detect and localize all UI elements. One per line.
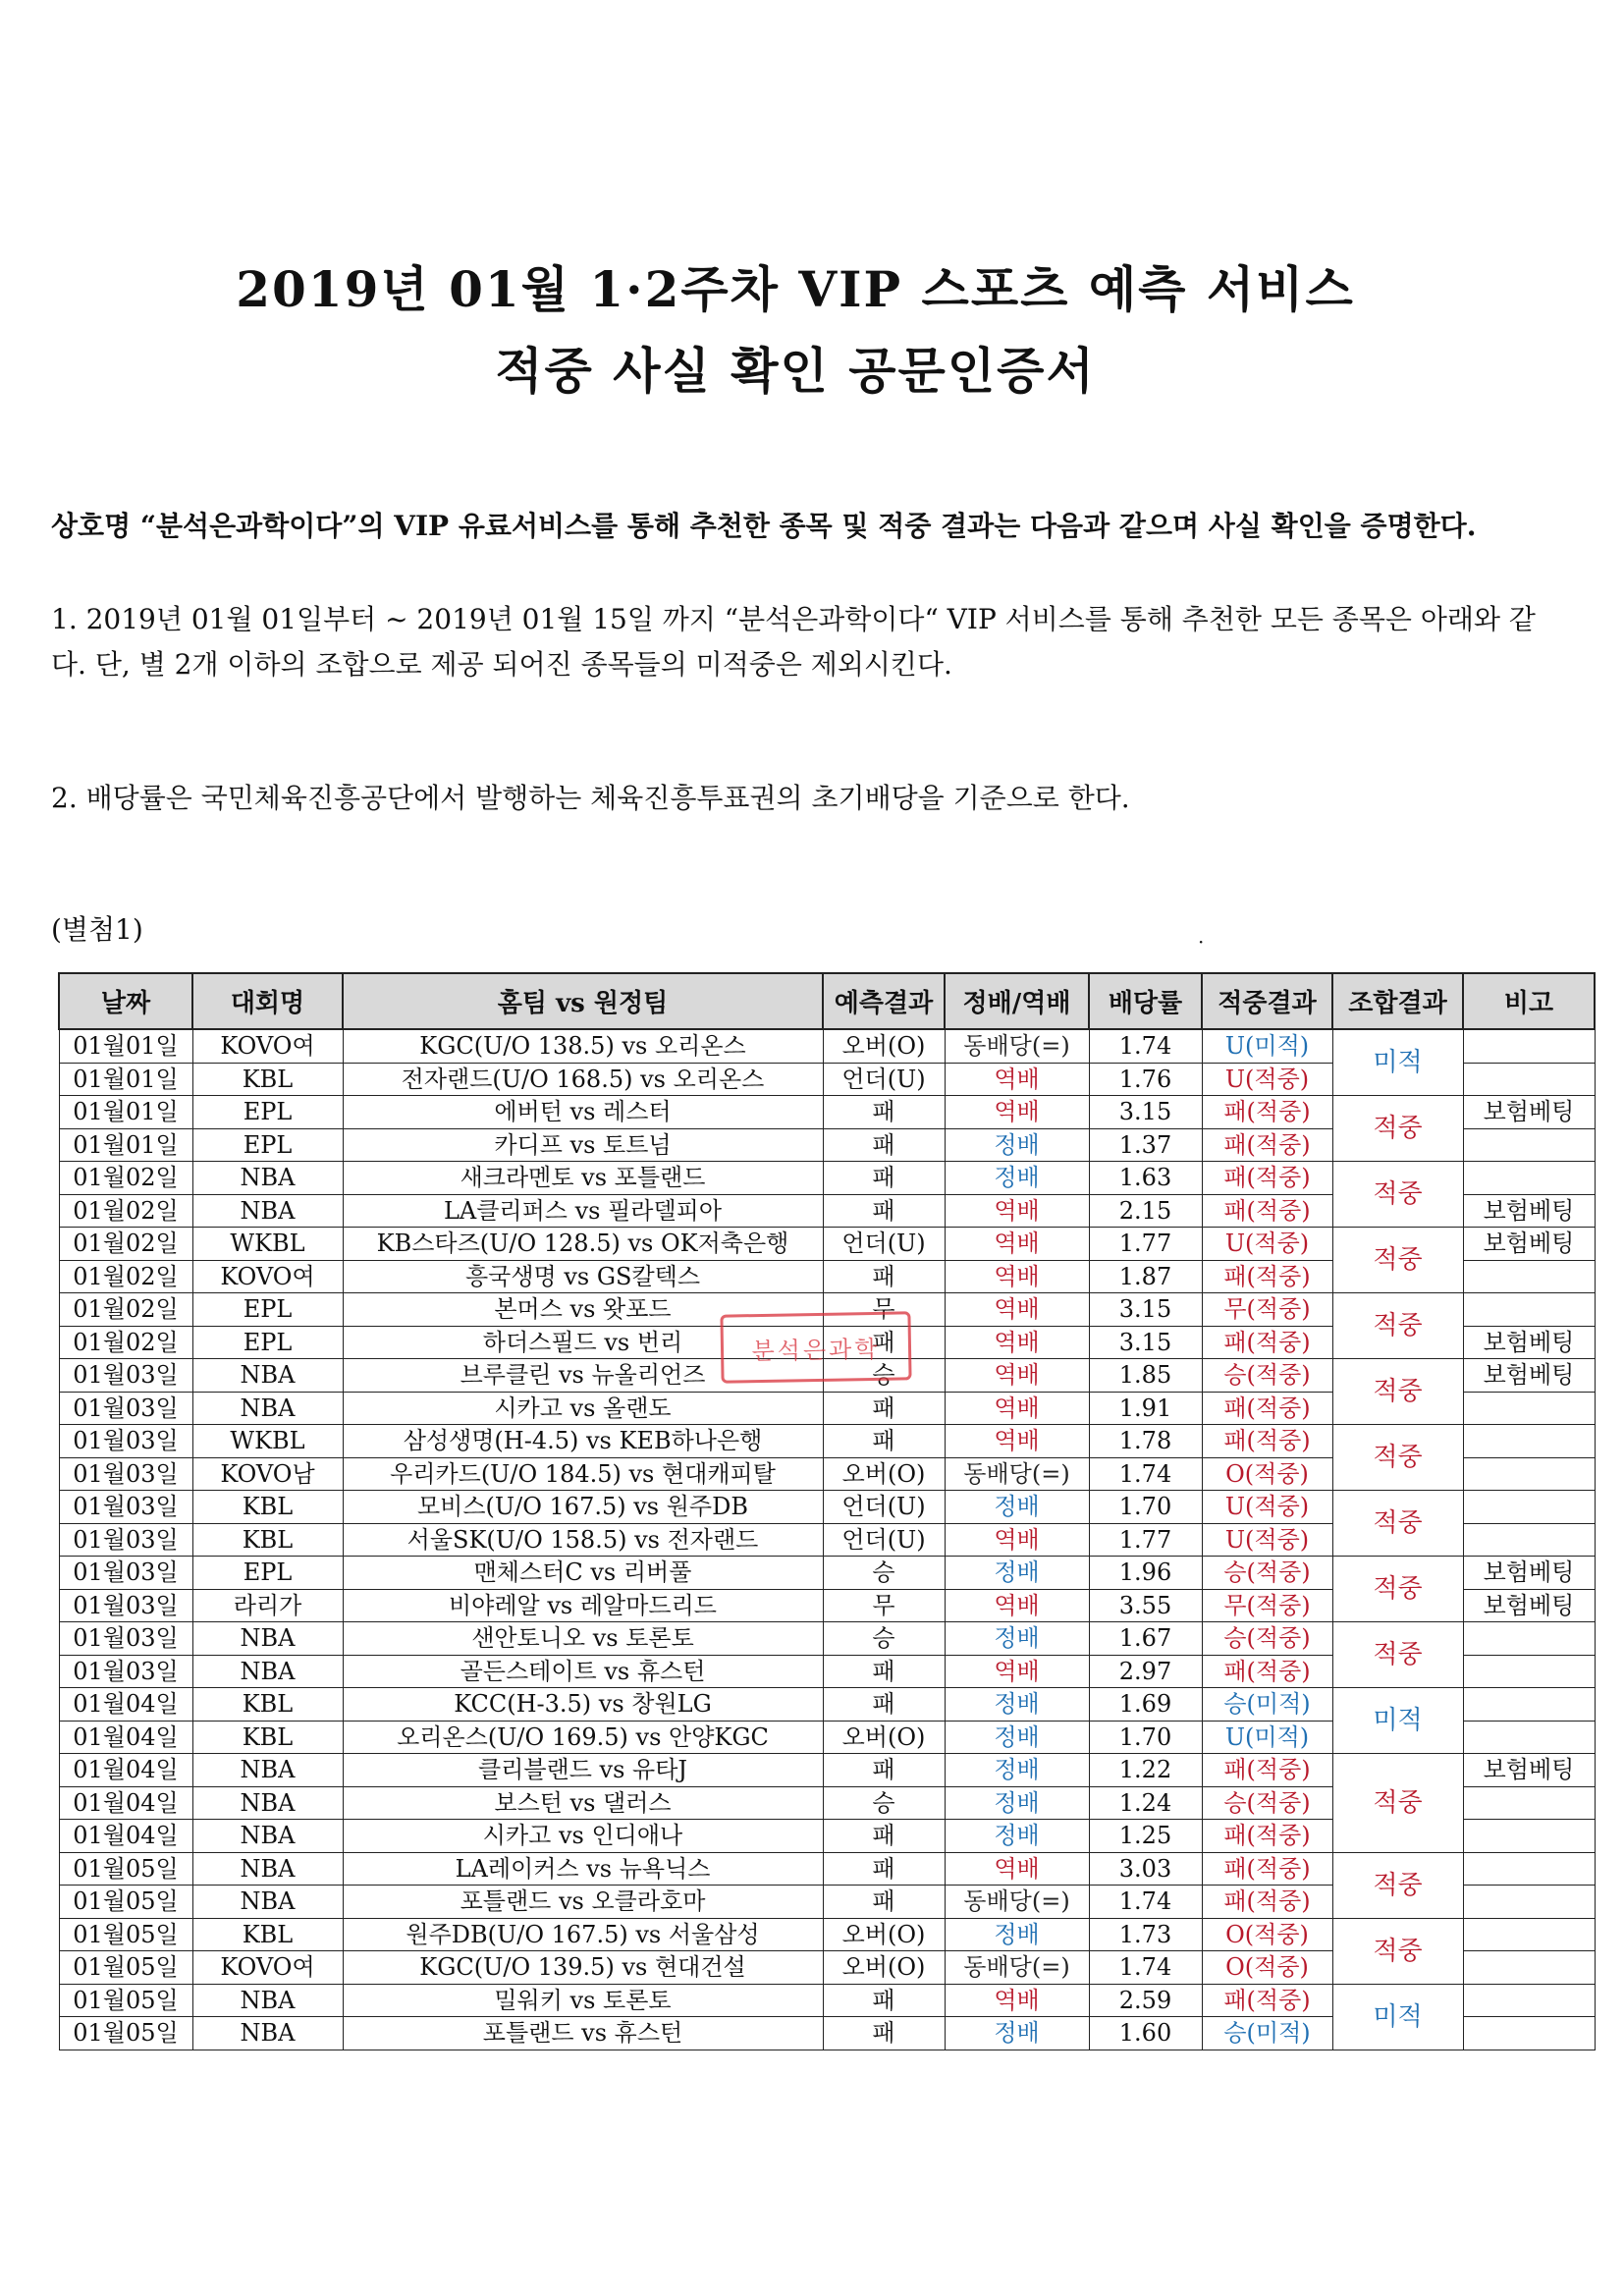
cell-prediction: 승 bbox=[823, 1557, 945, 1590]
cell-note bbox=[1463, 1293, 1595, 1327]
cell-odds: 1.60 bbox=[1089, 2017, 1202, 2050]
cell-match: 흥국생명 vs GS칼텍스 bbox=[343, 1260, 823, 1293]
col-header-odds: 배당률 bbox=[1089, 973, 1202, 1029]
cell-prediction: 패 bbox=[823, 1886, 945, 1919]
cell-odds: 3.03 bbox=[1089, 1852, 1202, 1886]
cell-note bbox=[1463, 1491, 1595, 1524]
cell-favorite: 정배 bbox=[945, 1688, 1089, 1722]
cell-favorite: 역배 bbox=[945, 1589, 1089, 1622]
cell-hit-result: 무(적중) bbox=[1202, 1589, 1332, 1622]
cell-note bbox=[1463, 1029, 1595, 1063]
cell-favorite: 역배 bbox=[945, 1984, 1089, 2017]
cell-favorite: 역배 bbox=[945, 1852, 1089, 1886]
cell-league: KBL bbox=[192, 1918, 343, 1951]
cell-favorite: 역배 bbox=[945, 1260, 1089, 1293]
cell-match: 본머스 vs 왓포드 bbox=[343, 1293, 823, 1327]
cell-league: NBA bbox=[192, 1194, 343, 1228]
cell-hit-result: 패(적중) bbox=[1202, 1326, 1332, 1359]
cell-note: 보험베팅 bbox=[1463, 1096, 1595, 1129]
cell-hit-result: 승(적중) bbox=[1202, 1786, 1332, 1820]
cell-match: 포틀랜드 vs 오클라호마 bbox=[343, 1886, 823, 1919]
cell-note bbox=[1463, 1523, 1595, 1557]
cell-favorite: 역배 bbox=[945, 1326, 1089, 1359]
col-header-note: 비고 bbox=[1463, 973, 1595, 1029]
cell-league: KBL bbox=[192, 1523, 343, 1557]
cell-league: KBL bbox=[192, 1063, 343, 1096]
cell-match: 카디프 vs 토트넘 bbox=[343, 1128, 823, 1162]
cell-note bbox=[1463, 1886, 1595, 1919]
cell-league: KBL bbox=[192, 1688, 343, 1722]
cell-favorite: 역배 bbox=[945, 1063, 1089, 1096]
cell-favorite: 동배당(=) bbox=[945, 1951, 1089, 1985]
cell-prediction: 패 bbox=[823, 1326, 945, 1359]
cell-note bbox=[1463, 1392, 1595, 1425]
col-header-date: 날짜 bbox=[59, 973, 192, 1029]
cell-league: KOVO남 bbox=[192, 1457, 343, 1491]
cell-match: 샌안토니오 vs 토론토 bbox=[343, 1622, 823, 1656]
cell-prediction: 패 bbox=[823, 1655, 945, 1688]
cell-match: 새크라멘토 vs 포틀랜드 bbox=[343, 1162, 823, 1195]
cell-date: 01월02일 bbox=[59, 1228, 192, 1261]
cell-league: NBA bbox=[192, 1754, 343, 1787]
cell-favorite: 정배 bbox=[945, 1918, 1089, 1951]
cell-hit-result: 패(적중) bbox=[1202, 1392, 1332, 1425]
col-header-league: 대회명 bbox=[192, 973, 343, 1029]
cell-league: EPL bbox=[192, 1293, 343, 1327]
document-subtitle: 적중 사실 확인 공문인증서 bbox=[495, 342, 1096, 400]
cell-favorite: 정배 bbox=[945, 1721, 1089, 1754]
cell-league: NBA bbox=[192, 1820, 343, 1853]
cell-note bbox=[1463, 1622, 1595, 1656]
cell-odds: 1.74 bbox=[1089, 1457, 1202, 1491]
cell-date: 01월03일 bbox=[59, 1557, 192, 1590]
cell-league: KOVO여 bbox=[192, 1951, 343, 1985]
cell-prediction: 패 bbox=[823, 1194, 945, 1228]
cell-favorite: 역배 bbox=[945, 1194, 1089, 1228]
cell-league: KBL bbox=[192, 1721, 343, 1754]
cell-note: 보험베팅 bbox=[1463, 1326, 1595, 1359]
cell-league: NBA bbox=[192, 1359, 343, 1393]
cell-note: 보험베팅 bbox=[1463, 1194, 1595, 1228]
cell-date: 01월05일 bbox=[59, 1951, 192, 1985]
cell-odds: 3.55 bbox=[1089, 1589, 1202, 1622]
cell-odds: 3.15 bbox=[1089, 1096, 1202, 1129]
cell-favorite: 정배 bbox=[945, 1786, 1089, 1820]
cell-hit-result: 승(적중) bbox=[1202, 1557, 1332, 1590]
cell-match: 하더스필드 vs 번리 bbox=[343, 1326, 823, 1359]
official-seal-stamp: 분석은과학 bbox=[720, 1311, 911, 1383]
cell-favorite: 정배 bbox=[945, 2017, 1089, 2050]
cell-favorite: 역배 bbox=[945, 1359, 1089, 1393]
cell-hit-result: U(미적) bbox=[1202, 1029, 1332, 1063]
cell-league: NBA bbox=[192, 1786, 343, 1820]
cell-hit-result: 승(적중) bbox=[1202, 1359, 1332, 1393]
cell-date: 01월01일 bbox=[59, 1128, 192, 1162]
cell-favorite: 동배당(=) bbox=[945, 1886, 1089, 1919]
results-body bbox=[59, 1029, 1595, 2050]
cell-league: KOVO여 bbox=[192, 1029, 343, 1063]
cell-match: 삼성생명(H-4.5) vs KEB하나은행 bbox=[343, 1425, 823, 1458]
cell-date: 01월04일 bbox=[59, 1688, 192, 1722]
cell-hit-result: 승(미적) bbox=[1202, 1688, 1332, 1722]
cell-note bbox=[1463, 1918, 1595, 1951]
cell-date: 01월03일 bbox=[59, 1589, 192, 1622]
cell-league: NBA bbox=[192, 1655, 343, 1688]
col-header-hit-result: 적중결과 bbox=[1202, 973, 1332, 1029]
cell-prediction: 무 bbox=[823, 1589, 945, 1622]
cell-prediction: 오버(O) bbox=[823, 1029, 945, 1063]
cell-odds: 1.74 bbox=[1089, 1951, 1202, 1985]
cell-odds: 2.59 bbox=[1089, 1984, 1202, 2017]
cell-date: 01월01일 bbox=[59, 1096, 192, 1129]
cell-favorite: 정배 bbox=[945, 1557, 1089, 1590]
cell-league: NBA bbox=[192, 1162, 343, 1195]
cell-date: 01월01일 bbox=[59, 1029, 192, 1063]
cell-hit-result: U(적중) bbox=[1202, 1063, 1332, 1096]
cell-favorite: 역배 bbox=[945, 1425, 1089, 1458]
cell-combo-result: 적중 bbox=[1332, 1852, 1463, 1918]
cell-odds: 3.15 bbox=[1089, 1326, 1202, 1359]
cell-combo-result: 적중 bbox=[1332, 1359, 1463, 1425]
col-header-prediction: 예측결과 bbox=[823, 973, 945, 1029]
cell-combo-result: 적중 bbox=[1332, 1491, 1463, 1557]
cell-hit-result: O(적중) bbox=[1202, 1951, 1332, 1985]
cell-match: 전자랜드(U/O 168.5) vs 오리온스 bbox=[343, 1063, 823, 1096]
cell-hit-result: 패(적중) bbox=[1202, 1425, 1332, 1458]
table-row bbox=[59, 1688, 1595, 1722]
cell-date: 01월02일 bbox=[59, 1194, 192, 1228]
table-header-row bbox=[59, 973, 1595, 1029]
cell-hit-result: 패(적중) bbox=[1202, 1820, 1332, 1853]
cell-prediction: 승 bbox=[823, 1359, 945, 1393]
cell-favorite: 역배 bbox=[945, 1655, 1089, 1688]
cell-odds: 1.69 bbox=[1089, 1688, 1202, 1722]
cell-odds: 2.97 bbox=[1089, 1655, 1202, 1688]
cell-hit-result: 패(적중) bbox=[1202, 1655, 1332, 1688]
cell-odds: 3.15 bbox=[1089, 1293, 1202, 1327]
cell-odds: 1.96 bbox=[1089, 1557, 1202, 1590]
cell-combo-result: 적중 bbox=[1332, 1162, 1463, 1228]
cell-note: 보험베팅 bbox=[1463, 1359, 1595, 1393]
cell-favorite: 역배 bbox=[945, 1523, 1089, 1557]
cell-odds: 1.70 bbox=[1089, 1491, 1202, 1524]
cell-league: WKBL bbox=[192, 1228, 343, 1261]
cell-match: KCC(H-3.5) vs 창원LG bbox=[343, 1688, 823, 1722]
cell-combo-result: 미적 bbox=[1332, 1984, 1463, 2050]
cell-prediction: 패 bbox=[823, 1162, 945, 1195]
cell-note bbox=[1463, 1425, 1595, 1458]
cell-combo-result: 적중 bbox=[1332, 1918, 1463, 1984]
table-row bbox=[59, 1622, 1595, 1656]
cell-favorite: 정배 bbox=[945, 1820, 1089, 1853]
attachment-label: (별첨1) bbox=[51, 913, 143, 946]
cell-league: NBA bbox=[192, 1886, 343, 1919]
cell-match: 클리블랜드 vs 유타J bbox=[343, 1754, 823, 1787]
cell-hit-result: 무(적중) bbox=[1202, 1293, 1332, 1327]
cell-favorite: 역배 bbox=[945, 1392, 1089, 1425]
cell-date: 01월03일 bbox=[59, 1655, 192, 1688]
cell-match: 모비스(U/O 167.5) vs 원주DB bbox=[343, 1491, 823, 1524]
table-row bbox=[59, 1162, 1595, 1195]
cell-hit-result: 패(적중) bbox=[1202, 1096, 1332, 1129]
cell-odds: 1.77 bbox=[1089, 1523, 1202, 1557]
cell-hit-result: 패(적중) bbox=[1202, 1852, 1332, 1886]
cell-league: 라리가 bbox=[192, 1589, 343, 1622]
cell-prediction: 승 bbox=[823, 1622, 945, 1656]
cell-hit-result: O(적중) bbox=[1202, 1457, 1332, 1491]
clause-2: 2. 배당률은 국민체육진흥공단에서 발행하는 체육진흥투표권의 초기배당을 기준으로 한다. bbox=[51, 782, 1130, 814]
cell-combo-result: 적중 bbox=[1332, 1096, 1463, 1162]
cell-note bbox=[1463, 1786, 1595, 1820]
cell-note: 보험베팅 bbox=[1463, 1228, 1595, 1261]
cell-odds: 1.22 bbox=[1089, 1754, 1202, 1787]
cell-hit-result: U(적중) bbox=[1202, 1491, 1332, 1524]
cell-match: LA레이커스 vs 뉴욕닉스 bbox=[343, 1852, 823, 1886]
cell-odds: 1.74 bbox=[1089, 1886, 1202, 1919]
cell-prediction: 언더(U) bbox=[823, 1491, 945, 1524]
table-row bbox=[59, 1491, 1595, 1524]
cell-note bbox=[1463, 1457, 1595, 1491]
cell-league: NBA bbox=[192, 1392, 343, 1425]
cell-favorite: 역배 bbox=[945, 1096, 1089, 1129]
cell-note bbox=[1463, 2017, 1595, 2050]
cell-league: EPL bbox=[192, 1096, 343, 1129]
cell-note bbox=[1463, 1063, 1595, 1096]
table-row bbox=[59, 1754, 1595, 1787]
cell-prediction: 패 bbox=[823, 1096, 945, 1129]
cell-match: 밀워키 vs 토론토 bbox=[343, 1984, 823, 2017]
cell-league: EPL bbox=[192, 1557, 343, 1590]
cell-odds: 1.91 bbox=[1089, 1392, 1202, 1425]
cell-note bbox=[1463, 1951, 1595, 1985]
cell-combo-result: 적중 bbox=[1332, 1228, 1463, 1293]
table-row bbox=[59, 1029, 1595, 1063]
cell-date: 01월05일 bbox=[59, 1918, 192, 1951]
cell-note: 보험베팅 bbox=[1463, 1557, 1595, 1590]
cell-prediction: 패 bbox=[823, 1852, 945, 1886]
cell-note: 보험베팅 bbox=[1463, 1589, 1595, 1622]
cell-combo-result: 미적 bbox=[1332, 1029, 1463, 1096]
cell-date: 01월04일 bbox=[59, 1786, 192, 1820]
cell-date: 01월05일 bbox=[59, 1852, 192, 1886]
cell-odds: 1.76 bbox=[1089, 1063, 1202, 1096]
clause-1: 1. 2019년 01월 01일부터 ~ 2019년 01월 15일 까지 “분석은과학이다“ VIP 서비스를 통해 추천한 모든 종목은 아래와 같다. 단, 별 2개 이하의 조합으로 제공 되어진 종목들의 미적중은 제외시킨다. bbox=[51, 603, 1536, 681]
cell-note: 보험베팅 bbox=[1463, 1754, 1595, 1787]
cell-combo-result: 적중 bbox=[1332, 1425, 1463, 1491]
cell-hit-result: 패(적중) bbox=[1202, 1754, 1332, 1787]
cell-league: NBA bbox=[192, 1622, 343, 1656]
cell-combo-result: 적중 bbox=[1332, 1293, 1463, 1359]
cell-date: 01월02일 bbox=[59, 1293, 192, 1327]
cell-favorite: 정배 bbox=[945, 1128, 1089, 1162]
cell-date: 01월05일 bbox=[59, 1984, 192, 2017]
col-header-match: 홈팀 vs 원정팀 bbox=[343, 973, 823, 1029]
cell-match: 보스턴 vs 댈러스 bbox=[343, 1786, 823, 1820]
cell-prediction: 패 bbox=[823, 2017, 945, 2050]
table-row bbox=[59, 1852, 1595, 1886]
cell-favorite: 역배 bbox=[945, 1228, 1089, 1261]
cell-favorite: 동배당(=) bbox=[945, 1029, 1089, 1063]
cell-favorite: 동배당(=) bbox=[945, 1457, 1089, 1491]
cell-prediction: 언더(U) bbox=[823, 1228, 945, 1261]
cell-date: 01월03일 bbox=[59, 1622, 192, 1656]
cell-prediction: 언더(U) bbox=[823, 1523, 945, 1557]
cell-hit-result: 패(적중) bbox=[1202, 1128, 1332, 1162]
cell-prediction: 오버(O) bbox=[823, 1457, 945, 1491]
table-row bbox=[59, 1228, 1595, 1261]
cell-match: 맨체스터C vs 리버풀 bbox=[343, 1557, 823, 1590]
col-header-favorite: 정배/역배 bbox=[945, 973, 1089, 1029]
cell-match: 비야레알 vs 레알마드리드 bbox=[343, 1589, 823, 1622]
cell-match: KB스타즈(U/O 128.5) vs OK저축은행 bbox=[343, 1228, 823, 1261]
cell-date: 01월04일 bbox=[59, 1820, 192, 1853]
cell-prediction: 패 bbox=[823, 1688, 945, 1722]
cell-match: 브루클린 vs 뉴올리언즈 bbox=[343, 1359, 823, 1393]
cell-prediction: 언더(U) bbox=[823, 1063, 945, 1096]
cell-match: 시카고 vs 인디애나 bbox=[343, 1820, 823, 1853]
cell-match: 우리카드(U/O 184.5) vs 현대캐피탈 bbox=[343, 1457, 823, 1491]
cell-league: EPL bbox=[192, 1326, 343, 1359]
cell-date: 01월03일 bbox=[59, 1491, 192, 1524]
cell-prediction: 패 bbox=[823, 1754, 945, 1787]
cell-date: 01월04일 bbox=[59, 1721, 192, 1754]
cell-odds: 1.24 bbox=[1089, 1786, 1202, 1820]
cell-league: KOVO여 bbox=[192, 1260, 343, 1293]
cell-odds: 1.63 bbox=[1089, 1162, 1202, 1195]
cell-date: 01월05일 bbox=[59, 1886, 192, 1919]
cell-odds: 1.74 bbox=[1089, 1029, 1202, 1063]
cell-match: 에버턴 vs 레스터 bbox=[343, 1096, 823, 1129]
cell-favorite: 정배 bbox=[945, 1754, 1089, 1787]
cell-match: 서울SK(U/O 158.5) vs 전자랜드 bbox=[343, 1523, 823, 1557]
cell-prediction: 오버(O) bbox=[823, 1951, 945, 1985]
cell-date: 01월03일 bbox=[59, 1457, 192, 1491]
document-title: 2019년 01월 1·2주차 VIP 스포츠 예측 서비스 bbox=[236, 260, 1355, 318]
col-header-combo-result: 조합결과 bbox=[1332, 973, 1463, 1029]
cell-note bbox=[1463, 1162, 1595, 1195]
cell-hit-result: U(적중) bbox=[1202, 1228, 1332, 1261]
cell-note bbox=[1463, 1128, 1595, 1162]
cell-odds: 1.85 bbox=[1089, 1359, 1202, 1393]
cell-hit-result: 패(적중) bbox=[1202, 1984, 1332, 2017]
cell-hit-result: 패(적중) bbox=[1202, 1886, 1332, 1919]
cell-date: 01월02일 bbox=[59, 1162, 192, 1195]
cell-league: WKBL bbox=[192, 1425, 343, 1458]
cell-odds: 1.70 bbox=[1089, 1721, 1202, 1754]
cell-match: 시카고 vs 올랜도 bbox=[343, 1392, 823, 1425]
cell-favorite: 역배 bbox=[945, 1293, 1089, 1327]
cell-hit-result: 승(미적) bbox=[1202, 2017, 1332, 2050]
cell-league: NBA bbox=[192, 1984, 343, 2017]
cell-prediction: 오버(O) bbox=[823, 1918, 945, 1951]
cell-hit-result: 승(적중) bbox=[1202, 1622, 1332, 1656]
cell-match: KGC(U/O 138.5) vs 오리온스 bbox=[343, 1029, 823, 1063]
cell-prediction: 패 bbox=[823, 1984, 945, 2017]
cell-odds: 1.73 bbox=[1089, 1918, 1202, 1951]
cell-odds: 1.77 bbox=[1089, 1228, 1202, 1261]
table-row bbox=[59, 1984, 1595, 2017]
table-row bbox=[59, 1557, 1595, 1590]
cell-match: 원주DB(U/O 167.5) vs 서울삼성 bbox=[343, 1918, 823, 1951]
cell-date: 01월03일 bbox=[59, 1425, 192, 1458]
cell-combo-result: 적중 bbox=[1332, 1754, 1463, 1853]
cell-date: 01월03일 bbox=[59, 1392, 192, 1425]
cell-odds: 1.87 bbox=[1089, 1260, 1202, 1293]
cell-date: 01월02일 bbox=[59, 1326, 192, 1359]
cell-prediction: 오버(O) bbox=[823, 1721, 945, 1754]
scan-dot: · bbox=[1198, 930, 1205, 954]
table-row bbox=[59, 1096, 1595, 1129]
cell-favorite: 정배 bbox=[945, 1622, 1089, 1656]
cell-prediction: 패 bbox=[823, 1128, 945, 1162]
cell-note bbox=[1463, 1721, 1595, 1754]
cell-odds: 1.37 bbox=[1089, 1128, 1202, 1162]
cell-hit-result: O(적중) bbox=[1202, 1918, 1332, 1951]
cell-prediction: 승 bbox=[823, 1786, 945, 1820]
cell-prediction: 무 bbox=[823, 1293, 945, 1327]
cell-favorite: 정배 bbox=[945, 1491, 1089, 1524]
cell-odds: 1.78 bbox=[1089, 1425, 1202, 1458]
cell-odds: 1.67 bbox=[1089, 1622, 1202, 1656]
cell-note bbox=[1463, 1655, 1595, 1688]
cell-note bbox=[1463, 1984, 1595, 2017]
cell-league: NBA bbox=[192, 2017, 343, 2050]
cell-odds: 1.25 bbox=[1089, 1820, 1202, 1853]
cell-note bbox=[1463, 1688, 1595, 1722]
cell-odds: 2.15 bbox=[1089, 1194, 1202, 1228]
cell-match: 골든스테이트 vs 휴스턴 bbox=[343, 1655, 823, 1688]
cell-prediction: 패 bbox=[823, 1820, 945, 1853]
table-row bbox=[59, 1425, 1595, 1458]
cell-note bbox=[1463, 1820, 1595, 1853]
cell-combo-result: 미적 bbox=[1332, 1688, 1463, 1754]
cell-date: 01월05일 bbox=[59, 2017, 192, 2050]
cell-date: 01월01일 bbox=[59, 1063, 192, 1096]
cell-date: 01월02일 bbox=[59, 1260, 192, 1293]
cell-league: KBL bbox=[192, 1491, 343, 1524]
cell-match: KGC(U/O 139.5) vs 현대건설 bbox=[343, 1951, 823, 1985]
certification-statement: 상호명 “분석은과학이다”의 VIP 유료서비스를 통해 추천한 종목 및 적중 결과는 다음과 같으며 사실 확인을 증명한다. bbox=[51, 510, 1477, 542]
cell-hit-result: 패(적중) bbox=[1202, 1260, 1332, 1293]
cell-combo-result: 적중 bbox=[1332, 1622, 1463, 1688]
cell-league: EPL bbox=[192, 1128, 343, 1162]
cell-date: 01월03일 bbox=[59, 1523, 192, 1557]
results-table bbox=[58, 972, 1596, 2050]
cell-hit-result: 패(적중) bbox=[1202, 1194, 1332, 1228]
cell-date: 01월03일 bbox=[59, 1359, 192, 1393]
cell-hit-result: U(미적) bbox=[1202, 1721, 1332, 1754]
cell-note bbox=[1463, 1852, 1595, 1886]
cell-hit-result: 패(적중) bbox=[1202, 1162, 1332, 1195]
cell-note bbox=[1463, 1260, 1595, 1293]
cell-date: 01월04일 bbox=[59, 1754, 192, 1787]
cell-league: NBA bbox=[192, 1852, 343, 1886]
cell-favorite: 정배 bbox=[945, 1162, 1089, 1195]
cell-match: LA클리퍼스 vs 필라델피아 bbox=[343, 1194, 823, 1228]
cell-match: 포틀랜드 vs 휴스턴 bbox=[343, 2017, 823, 2050]
cell-prediction: 패 bbox=[823, 1392, 945, 1425]
cell-hit-result: U(적중) bbox=[1202, 1523, 1332, 1557]
table-row bbox=[59, 1918, 1595, 1951]
cell-prediction: 패 bbox=[823, 1425, 945, 1458]
cell-combo-result: 적중 bbox=[1332, 1557, 1463, 1622]
cell-match: 오리온스(U/O 169.5) vs 안양KGC bbox=[343, 1721, 823, 1754]
cell-prediction: 패 bbox=[823, 1260, 945, 1293]
